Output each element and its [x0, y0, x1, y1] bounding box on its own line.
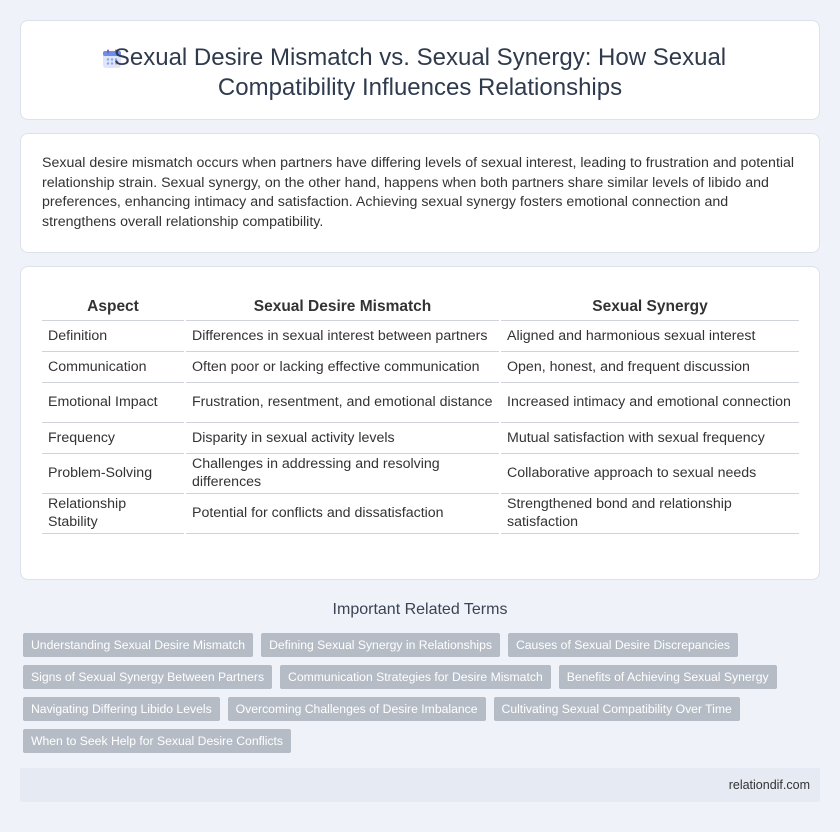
related-term-tag[interactable]: Defining Sexual Synergy in Relationships — [261, 633, 500, 657]
related-terms-list — [23, 633, 783, 753]
aspect-cell: Emotional Impact — [42, 382, 185, 422]
table-row — [42, 493, 799, 533]
table-row — [42, 422, 799, 453]
related-term-tag[interactable]: Causes of Sexual Desire Discrepancies — [508, 633, 738, 657]
related-terms-heading: Important Related Terms — [332, 601, 508, 618]
mismatch-cell: Often poor or lacking effective communication — [185, 351, 500, 382]
related-term-tag[interactable]: Navigating Differing Libido Levels — [23, 697, 220, 721]
synergy-cell: Strengthened bond and relationship satisfaction — [500, 493, 799, 533]
header-aspect: Aspect — [42, 295, 185, 320]
table-row — [42, 382, 799, 422]
related-term-tag[interactable]: Signs of Sexual Synergy Between Partners — [23, 665, 272, 689]
header-synergy: Sexual Synergy — [500, 295, 799, 320]
intro-card — [20, 133, 820, 253]
aspect-cell: Frequency — [42, 422, 185, 453]
related-term-tag[interactable]: Overcoming Challenges of Desire Imbalance — [228, 697, 486, 721]
site-link[interactable]: relationdif.com — [728, 778, 810, 792]
intro-paragraph: Sexual desire mismatch occurs when partners have differing levels of sexual interest, leading to frustration and potential relationship strain. Sexual synergy, on the other hand, happens when both partners share similar levels of libido and preferences, enhancing intimacy and satisfaction. Achieving sexual synergy fosters emotional connection and strengthens overall relationship compatibility. — [42, 155, 795, 230]
comparison-table — [42, 295, 799, 534]
mismatch-cell: Challenges in addressing and resolving differences — [185, 453, 500, 493]
related-term-tag[interactable]: When to Seek Help for Sexual Desire Conflicts — [23, 729, 291, 753]
mismatch-cell: Disparity in sexual activity levels — [185, 422, 500, 453]
related-term-tag[interactable]: Cultivating Sexual Compatibility Over Time — [494, 697, 740, 721]
synergy-cell: Open, honest, and frequent discussion — [500, 351, 799, 382]
title-card — [20, 20, 820, 120]
synergy-cell: Aligned and harmonious sexual interest — [500, 320, 799, 351]
related-term-tag[interactable]: Communication Strategies for Desire Mismatch — [280, 665, 551, 689]
aspect-cell: Problem-Solving — [42, 453, 185, 493]
synergy-cell: Collaborative approach to sexual needs — [500, 453, 799, 493]
related-term-tag[interactable]: Understanding Sexual Desire Mismatch — [23, 633, 253, 657]
table-row — [42, 351, 799, 382]
synergy-cell: Mutual satisfaction with sexual frequency — [500, 422, 799, 453]
table-row — [42, 320, 799, 351]
related-term-tag[interactable]: Benefits of Achieving Sexual Synergy — [559, 665, 777, 689]
table-header-row — [42, 295, 799, 320]
aspect-cell: Communication — [42, 351, 185, 382]
aspect-cell: Definition — [42, 320, 185, 351]
footer — [20, 768, 820, 802]
synergy-cell: Increased intimacy and emotional connection — [500, 382, 799, 422]
mismatch-cell: Frustration, resentment, and emotional distance — [185, 382, 500, 422]
header-mismatch: Sexual Desire Mismatch — [185, 295, 500, 320]
mismatch-cell: Potential for conflicts and dissatisfaction — [185, 493, 500, 533]
comparison-card — [20, 266, 820, 580]
table-row — [42, 453, 799, 493]
aspect-cell: Relationship Stability — [42, 493, 185, 533]
mismatch-cell: Differences in sexual interest between partners — [185, 320, 500, 351]
page-title: Sexual Desire Mismatch vs. Sexual Synergy: How Sexual Compatibility Influences Relationships — [113, 44, 727, 101]
